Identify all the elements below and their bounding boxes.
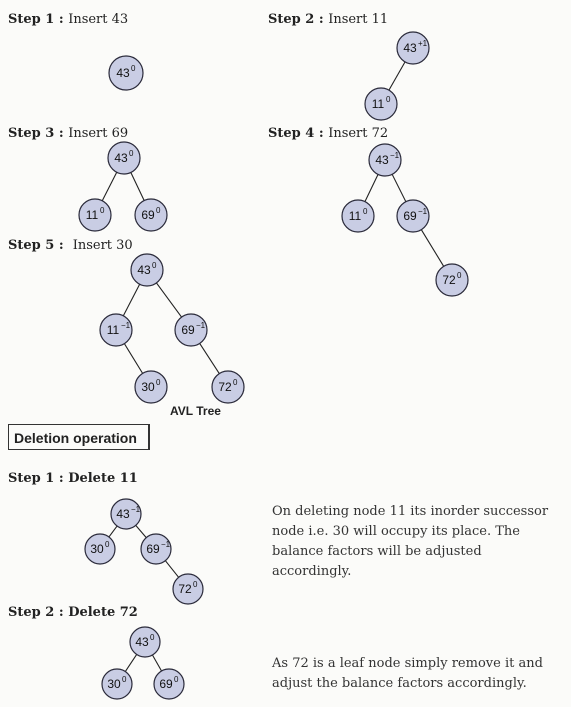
tree-node-69 <box>154 669 184 699</box>
step-number: Step 3 <box>8 126 55 141</box>
delete-step-2-description: As 72 is a leaf node simply remove it and adjust the balance factors accordingly. <box>272 656 543 691</box>
node-key: 72 <box>218 380 232 394</box>
node-key: 69 <box>181 323 195 337</box>
tree-node-43 <box>109 56 143 90</box>
node-key: 43 <box>375 153 389 167</box>
node-balance-factor: 0 <box>122 675 127 684</box>
insert-step-5-label: Step 5 : Insert 30 <box>8 238 133 253</box>
tree-edge <box>389 62 405 90</box>
tree-insert-3 <box>79 142 167 231</box>
step-number: Step 1 <box>8 12 55 27</box>
node-key: 69 <box>146 542 160 556</box>
tree-insert-2 <box>365 32 429 120</box>
step-action: Delete 11 <box>68 471 138 486</box>
tree-node-30 <box>85 534 115 564</box>
node-balance-factor: −1 <box>196 321 206 330</box>
step-action: Insert 72 <box>328 126 389 141</box>
node-key: 43 <box>137 263 151 277</box>
step-action: Insert 69 <box>68 126 129 141</box>
tree-node-69 <box>397 200 429 232</box>
tree-edge <box>156 283 181 317</box>
node-key: 30 <box>141 380 155 394</box>
step-number: Step 5 <box>8 238 55 253</box>
node-key: 43 <box>116 507 130 521</box>
node-balance-factor: −1 <box>390 151 400 160</box>
node-balance-factor: 0 <box>233 378 238 387</box>
node-balance-factor: 0 <box>457 271 462 280</box>
node-key: 69 <box>141 208 155 222</box>
insert-step-2-label: Step 2 : Insert 11 <box>268 12 389 27</box>
node-balance-factor: −1 <box>418 207 428 216</box>
tree-node-69 <box>175 314 207 346</box>
tree-node-11 <box>79 199 111 231</box>
tree-edge <box>421 230 443 267</box>
tree-edge <box>200 343 220 373</box>
tree-edge <box>131 172 144 200</box>
step-action: Delete 72 <box>68 605 138 620</box>
node-key: 43 <box>116 66 130 80</box>
tree-node-72 <box>436 264 468 296</box>
avl-tree-caption: AVL Tree <box>170 404 221 418</box>
deletion-section-header: Deletion operation <box>8 424 150 450</box>
node-balance-factor: 0 <box>152 261 157 270</box>
tree-edge <box>152 655 161 671</box>
tree-delete-2 <box>102 627 184 699</box>
tree-edge <box>124 344 142 374</box>
tree-node-11 <box>100 314 132 346</box>
node-balance-factor: 0 <box>150 633 155 642</box>
delete-step-1-label: Step 1 : Delete 11 <box>8 471 138 486</box>
node-balance-factor: 0 <box>105 540 110 549</box>
node-key: 11 <box>348 209 362 223</box>
tree-node-69 <box>135 199 167 231</box>
step-action: Insert 43 <box>68 12 129 27</box>
insert-step-1-label: Step 1 : Insert 43 <box>8 12 129 27</box>
tree-insert-5 <box>100 254 244 403</box>
node-key: 69 <box>159 677 173 691</box>
node-balance-factor: −1 <box>121 321 131 330</box>
delete-step-1-description: On deleting node 11 its inorder successor node i.e. 30 will occupy its place. The balance factors will be adjusted accordingly. <box>272 504 549 579</box>
node-key: 43 <box>114 151 128 165</box>
tree-node-30 <box>135 371 167 403</box>
node-balance-factor: 0 <box>131 64 136 73</box>
tree-node-69 <box>141 534 171 564</box>
delete-step-2-label: Step 2 : Delete 72 <box>8 605 138 620</box>
tree-node-43 <box>397 32 429 64</box>
node-key: 11 <box>85 208 99 222</box>
node-key: 43 <box>135 635 149 649</box>
tree-node-30 <box>102 669 132 699</box>
tree-edge <box>102 172 116 200</box>
tree-edge <box>365 174 378 201</box>
tree-edge <box>165 561 178 578</box>
node-balance-factor: +1 <box>418 39 428 48</box>
tree-insert-1 <box>109 56 143 90</box>
node-balance-factor: 0 <box>386 95 391 104</box>
tree-delete-1 <box>85 499 203 604</box>
tree-edge <box>109 526 117 537</box>
node-balance-factor: 0 <box>174 675 179 684</box>
tree-edge <box>136 525 146 537</box>
node-key: 11 <box>106 323 120 337</box>
step-action: Insert 30 <box>72 238 133 253</box>
node-balance-factor: 0 <box>156 206 161 215</box>
node-key: 72 <box>178 582 192 596</box>
tree-node-72 <box>173 574 203 604</box>
tree-node-11 <box>365 88 397 120</box>
node-balance-factor: 0 <box>156 378 161 387</box>
node-key: 43 <box>403 41 417 55</box>
node-balance-factor: 0 <box>129 149 134 158</box>
tree-node-43 <box>369 144 401 176</box>
node-key: 72 <box>442 273 456 287</box>
node-key: 69 <box>403 209 417 223</box>
node-key: 30 <box>90 542 104 556</box>
tree-node-11 <box>342 200 374 232</box>
insert-step-4-label: Step 4 : Insert 72 <box>268 126 389 141</box>
tree-node-43 <box>131 254 163 286</box>
step-number: Step 4 <box>268 126 315 141</box>
node-balance-factor: −1 <box>131 505 141 514</box>
node-balance-factor: 0 <box>193 580 198 589</box>
step-number: Step 2 <box>268 12 315 27</box>
tree-edge <box>123 284 139 316</box>
step-number: Step 2 <box>8 605 55 620</box>
tree-node-43 <box>108 142 140 174</box>
step-action: Insert 11 <box>328 12 389 27</box>
node-balance-factor: 0 <box>100 206 105 215</box>
step-number: Step 1 <box>8 471 55 486</box>
node-key: 11 <box>371 97 385 111</box>
tree-insert-4 <box>342 144 468 296</box>
tree-edge <box>392 174 406 201</box>
tree-edge <box>125 654 136 671</box>
tree-node-43 <box>111 499 141 529</box>
node-key: 30 <box>107 677 121 691</box>
node-balance-factor: −1 <box>161 540 171 549</box>
tree-node-43 <box>130 627 160 657</box>
tree-node-72 <box>212 371 244 403</box>
insert-step-3-label: Step 3 : Insert 69 <box>8 126 129 141</box>
node-balance-factor: 0 <box>363 207 368 216</box>
